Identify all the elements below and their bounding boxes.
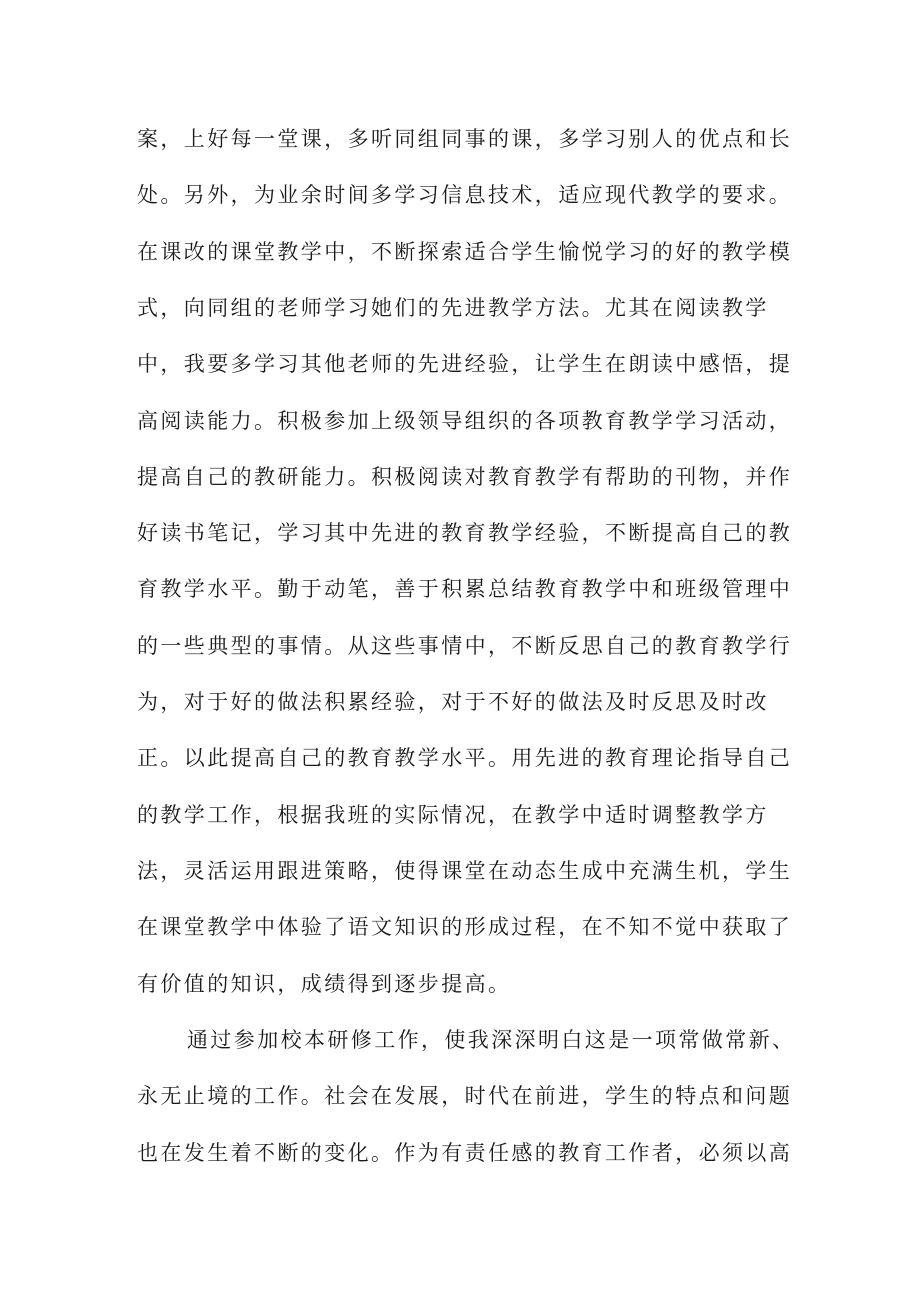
text-line: 案，上好每一堂课，多听同组同事的课，多学习别人的优点和长 <box>137 127 793 151</box>
text-line: 的一些典型的事情。从这些事情中，不断反思自己的教育教学行 <box>137 634 793 658</box>
paragraph-first-line: 通过参加校本研修工作，使我深深明白这是一项常做常新、 <box>187 1028 796 1052</box>
text-line: 提高自己的教研能力。积极阅读对教育教学有帮助的刊物，并作 <box>137 465 793 489</box>
text-line: 在课改的课堂教学中，不断探索适合学生愉悦学习的好的教学模 <box>137 240 793 264</box>
text-line: 有价值的知识，成绩得到逐步提高。 <box>137 972 512 996</box>
text-line: 的教学工作，根据我班的实际情况，在教学中适时调整教学方 <box>137 803 769 827</box>
text-line: 好读书笔记，学习其中先进的教育教学经验，不断提高自己的教 <box>137 521 793 545</box>
text-line: 正。以此提高自己的教育教学水平。用先进的教育理论指导自己 <box>137 746 793 770</box>
text-line: 高阅读能力。积极参加上级领导组织的各项教育教学学习活动， <box>137 409 793 433</box>
text-line: 式，向同组的老师学习她们的先进教学方法。尤其在阅读教学 <box>137 296 769 320</box>
text-line: 处。另外，为业余时间多学习信息技术，适应现代教学的要求。 <box>137 183 793 207</box>
text-line: 在课堂教学中体验了语文知识的形成过程，在不知不觉中获取了 <box>137 915 793 939</box>
text-line: 育教学水平。勤于动笔，善于积累总结教育教学中和班级管理中 <box>137 577 793 601</box>
text-line: 法，灵活运用跟进策略，使得课堂在动态生成中充满生机，学生 <box>137 859 793 883</box>
text-line: 永无止境的工作。社会在发展，时代在前进，学生的特点和问题 <box>137 1084 793 1108</box>
text-line: 为，对于好的做法积累经验，对于不好的做法及时反思及时改 <box>137 690 769 714</box>
text-line: 也在发生着不断的变化。作为有责任感的教育工作者，必须以高 <box>137 1141 793 1165</box>
text-line: 中，我要多学习其他老师的先进经验，让学生在朗读中感悟，提 <box>137 352 793 376</box>
